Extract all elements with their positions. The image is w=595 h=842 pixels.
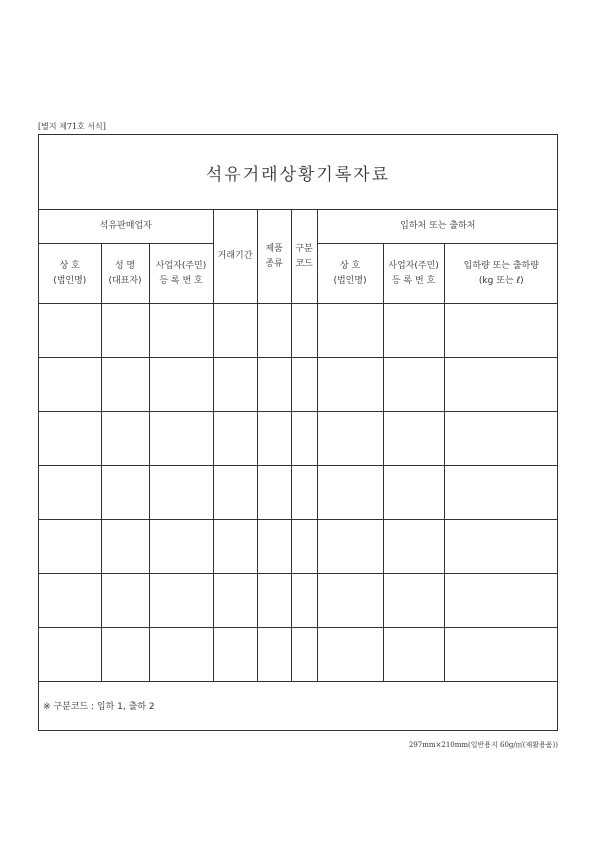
form-frame xyxy=(38,134,558,731)
table-cell[interactable] xyxy=(317,466,383,520)
table-cell[interactable] xyxy=(39,304,101,358)
table-cell[interactable] xyxy=(101,574,149,628)
table-cell[interactable] xyxy=(317,574,383,628)
table-row xyxy=(39,412,558,466)
seller-regno-header: 사업자(주민) 등 록 번 호 xyxy=(149,244,213,304)
form-title: 석유거래상황기록자료 xyxy=(39,135,557,210)
table-cell[interactable] xyxy=(39,520,101,574)
table-row xyxy=(39,574,558,628)
record-table xyxy=(39,210,558,682)
table-cell[interactable] xyxy=(383,304,444,358)
table-row xyxy=(39,628,558,682)
table-cell[interactable] xyxy=(149,628,213,682)
table-row xyxy=(39,466,558,520)
table-cell[interactable] xyxy=(213,412,257,466)
table-cell[interactable] xyxy=(257,466,291,520)
table-cell[interactable] xyxy=(149,574,213,628)
table-cell[interactable] xyxy=(317,520,383,574)
table-cell[interactable] xyxy=(213,574,257,628)
table-cell[interactable] xyxy=(213,466,257,520)
table-cell[interactable] xyxy=(257,574,291,628)
table-cell[interactable] xyxy=(39,412,101,466)
table-cell[interactable] xyxy=(101,628,149,682)
partner-regno-header: 사업자(주민) 등 록 번 호 xyxy=(383,244,444,304)
table-cell[interactable] xyxy=(101,520,149,574)
table-cell[interactable] xyxy=(383,358,444,412)
table-cell[interactable] xyxy=(444,304,558,358)
table-cell[interactable] xyxy=(444,466,558,520)
trade-period-header: 거래기간 xyxy=(213,210,257,304)
table-cell[interactable] xyxy=(39,358,101,412)
table-cell[interactable] xyxy=(257,304,291,358)
partner-group-header: 입하처 또는 출하처 xyxy=(317,210,558,244)
product-type-header: 제품 종류 xyxy=(257,210,291,304)
table-cell[interactable] xyxy=(213,358,257,412)
table-cell[interactable] xyxy=(213,520,257,574)
table-cell[interactable] xyxy=(149,412,213,466)
table-cell[interactable] xyxy=(291,574,317,628)
table-cell[interactable] xyxy=(291,520,317,574)
table-cell[interactable] xyxy=(444,358,558,412)
form-number-label: [별지 제71호 서식] xyxy=(38,122,106,131)
table-cell[interactable] xyxy=(257,358,291,412)
paper-size-footer: 297mm×210mm(일반용지 60g/㎡(재활용품)) xyxy=(408,741,558,749)
partner-name-header: 상 호 (법인명) xyxy=(317,244,383,304)
table-cell[interactable] xyxy=(149,304,213,358)
table-cell[interactable] xyxy=(291,412,317,466)
table-row xyxy=(39,358,558,412)
table-cell[interactable] xyxy=(149,358,213,412)
category-code-header: 구분 코드 xyxy=(291,210,317,304)
table-cell[interactable] xyxy=(291,628,317,682)
table-cell[interactable] xyxy=(444,412,558,466)
table-cell[interactable] xyxy=(383,412,444,466)
table-cell[interactable] xyxy=(101,412,149,466)
seller-group-header: 석유판매업자 xyxy=(39,210,213,244)
table-row xyxy=(39,520,558,574)
table-cell[interactable] xyxy=(39,574,101,628)
category-code-note: ※ 구분코드 : 입하 1, 출하 2 xyxy=(43,702,155,712)
table-cell[interactable] xyxy=(101,304,149,358)
seller-name-header: 상 호 (법인명) xyxy=(39,244,101,304)
table-cell[interactable] xyxy=(291,358,317,412)
table-cell[interactable] xyxy=(213,628,257,682)
table-cell[interactable] xyxy=(383,628,444,682)
quantity-header: 입하량 또는 출하량 (kg 또는 ℓ) xyxy=(444,244,558,304)
table-row xyxy=(39,304,558,358)
table-cell[interactable] xyxy=(317,358,383,412)
table-cell[interactable] xyxy=(383,574,444,628)
table-cell[interactable] xyxy=(213,304,257,358)
table-cell[interactable] xyxy=(444,520,558,574)
table-cell[interactable] xyxy=(149,466,213,520)
table-cell[interactable] xyxy=(444,628,558,682)
table-cell[interactable] xyxy=(101,466,149,520)
table-cell[interactable] xyxy=(39,466,101,520)
table-cell[interactable] xyxy=(149,520,213,574)
table-cell[interactable] xyxy=(317,628,383,682)
table-cell[interactable] xyxy=(317,412,383,466)
table-cell[interactable] xyxy=(101,358,149,412)
table-cell[interactable] xyxy=(291,466,317,520)
table-cell[interactable] xyxy=(383,466,444,520)
table-cell[interactable] xyxy=(383,520,444,574)
table-cell[interactable] xyxy=(39,628,101,682)
table-cell[interactable] xyxy=(317,304,383,358)
table-cell[interactable] xyxy=(291,304,317,358)
seller-rep-header: 성 명 (대표자) xyxy=(101,244,149,304)
data-rows xyxy=(39,304,558,682)
table-cell[interactable] xyxy=(444,574,558,628)
table-cell[interactable] xyxy=(257,412,291,466)
table-cell[interactable] xyxy=(257,520,291,574)
table-cell[interactable] xyxy=(257,628,291,682)
